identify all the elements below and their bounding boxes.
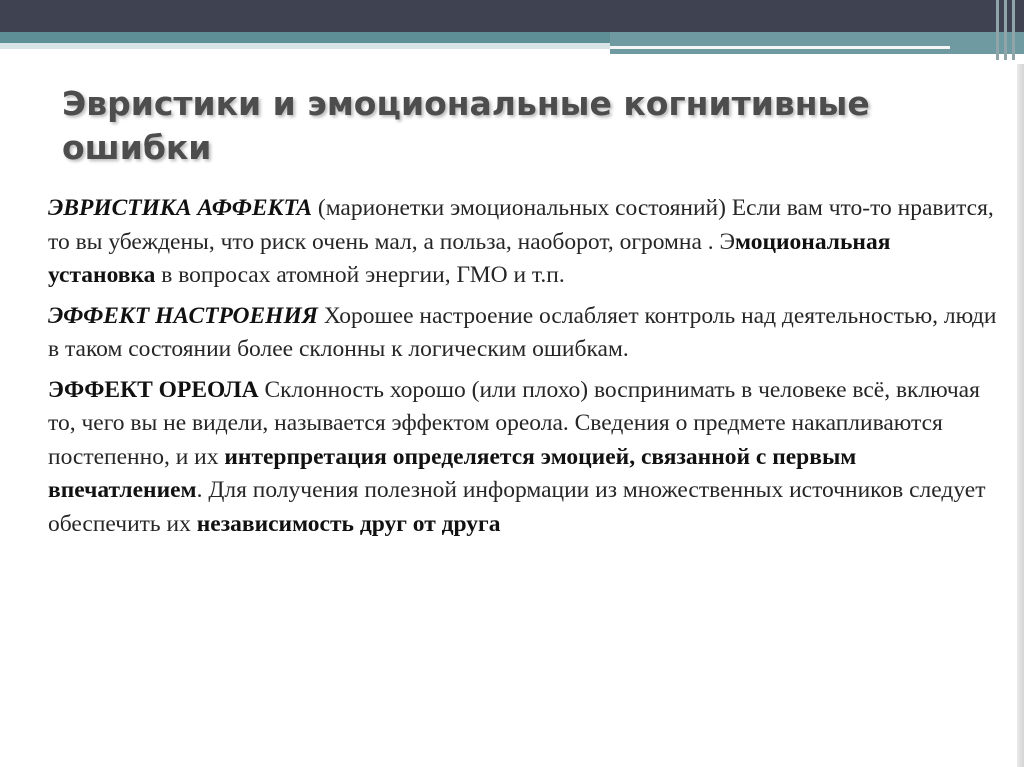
text-segment: Склонность хорошо (или плохо) воспринимать в человеке всё, включая то, чего вы не видели, называется эффектом ореола. Сведения о предмете накапливаются постепенно, и их — [48, 376, 980, 470]
slide-frame-edge — [1017, 64, 1024, 767]
emphasis-independence: независимость друг от друга — [196, 510, 501, 537]
header-stripe — [1012, 0, 1015, 60]
header-accent-band-right — [610, 32, 1024, 54]
term-halo-effect: ЭФФЕКТ ОРЕОЛА — [48, 376, 259, 403]
slide-body — [48, 192, 998, 541]
header-stripe — [996, 0, 999, 60]
text-segment: Хорошее настроение ослабляет контроль над деятельностью, люди в таком состоянии более склонны к логическим ошибкам. — [48, 302, 997, 362]
header-accent-line — [610, 46, 950, 49]
header-stripe — [1004, 0, 1007, 60]
paragraph-affect-heuristic — [48, 192, 998, 293]
header-accent-band — [0, 32, 610, 43]
paragraph-mood-effect — [48, 300, 998, 367]
text-segment: в вопросах атомной энергии, ГМО и т.п. — [155, 262, 565, 288]
text-segment: (марионетки эмоциональных состояний) Если вам что-то нравится, то вы убеждены, что риск очень мал, а польза, наоборот, огромна . Э — [48, 195, 994, 255]
paragraph-halo-effect — [48, 374, 998, 542]
term-affect-heuristic: ЭВРИСТИКА АФФЕКТА — [48, 195, 312, 221]
term-mood-effect: ЭФФЕКТ НАСТРОЕНИЯ — [48, 302, 318, 329]
slide-title: Эвристики и эмоциональные когнитивные ошибки — [62, 84, 870, 167]
term-emotional-attitude: моциональная установка — [48, 228, 891, 288]
emphasis-interpretation: интерпретация определяется эмоцией, связанной с первым впечатлением — [48, 443, 857, 503]
header-bar — [0, 0, 1024, 32]
header-light-band — [0, 43, 610, 49]
text-segment: . Для получения полезной информации из множественных источников следует обеспечить их — [48, 477, 986, 537]
